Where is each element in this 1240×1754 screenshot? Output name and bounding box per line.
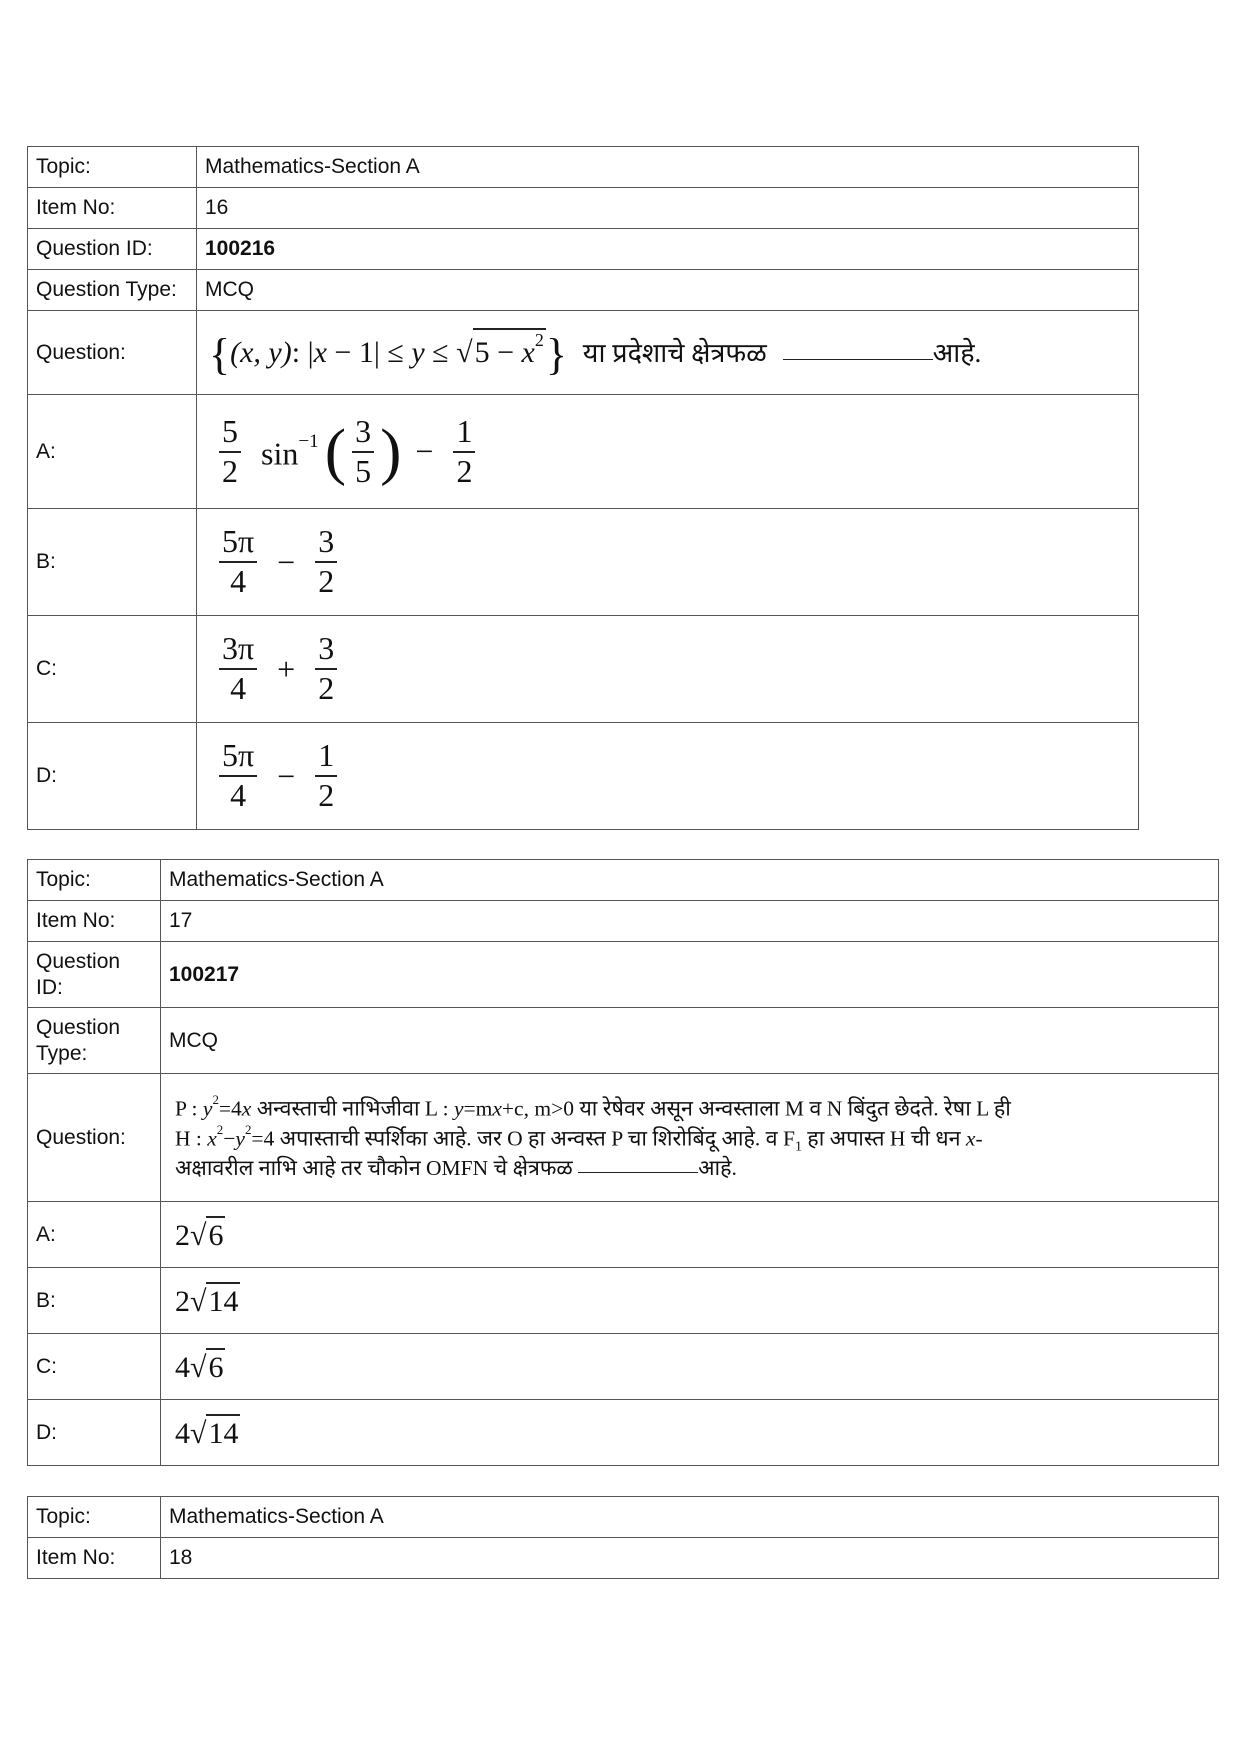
operator: + xyxy=(277,650,296,687)
frac-denominator: 2 xyxy=(318,563,335,599)
question-type-value: MCQ xyxy=(161,1008,1219,1074)
frac-denominator: 2 xyxy=(456,452,473,489)
question-label: Question: xyxy=(28,1074,161,1202)
option-c-value xyxy=(197,616,1139,723)
frac-denominator: 5 xyxy=(355,452,372,489)
function-name: $\sin^{-1}$ xyxy=(261,431,319,472)
topic-row xyxy=(28,860,1219,901)
option-b-value: 2√14 xyxy=(161,1268,1219,1334)
question-label: Question: xyxy=(28,311,197,395)
radicand: 14 xyxy=(206,1414,240,1452)
option-d-value: 4√14 xyxy=(161,1400,1219,1466)
question-row xyxy=(28,1074,1219,1202)
topic-row xyxy=(28,147,1139,188)
option-d-label: D: xyxy=(28,1400,161,1466)
item-no-value: 16 xyxy=(197,188,1139,229)
topic-row xyxy=(28,1497,1219,1538)
operator: − xyxy=(415,433,434,470)
answer-blank xyxy=(783,358,933,360)
option-b-row xyxy=(28,1268,1219,1334)
question-text xyxy=(197,311,1139,395)
exponent: −1 xyxy=(298,431,319,453)
question-id-row xyxy=(28,942,1219,1008)
topic-value: Mathematics-Section A xyxy=(161,1497,1219,1538)
question-id-label: Question ID: xyxy=(28,229,197,270)
topic-label: Topic: xyxy=(28,147,197,188)
item-no-value: 18 xyxy=(161,1538,1219,1579)
frac-numerator: 3π xyxy=(219,632,257,670)
option-c-label: C: xyxy=(28,1334,161,1400)
option-d-label: D: xyxy=(28,723,197,830)
frac-numerator: 5π xyxy=(219,525,257,563)
option-a-row xyxy=(28,1202,1219,1268)
radicand: 6 xyxy=(206,1348,225,1386)
question-type-label: Question Type: xyxy=(28,270,197,311)
item-no-label: Item No: xyxy=(28,188,197,229)
answer-blank xyxy=(578,1171,698,1173)
option-b-label: B: xyxy=(28,1268,161,1334)
frac-denominator: 2 xyxy=(222,452,238,489)
option-c-value: 4√6 xyxy=(161,1334,1219,1400)
operator: − xyxy=(277,757,296,794)
question-line-1: P : $y^2=4x$ अन्वस्ताची नाभिजीवा L : y=mx+c, m>0 या रेषेवर असून अन्वस्ताला M व N बिंदुत छेदते. रेषा L ही xyxy=(175,1093,1011,1121)
question-type-row xyxy=(28,1008,1219,1074)
item-no-label: Item No: xyxy=(28,901,161,942)
question-text xyxy=(161,1074,1219,1202)
operator: − xyxy=(277,543,296,580)
option-a-label: A: xyxy=(28,1202,161,1268)
frac-numerator: 3 xyxy=(352,415,374,453)
question-id-label: Question ID: xyxy=(28,942,161,1008)
option-d-row xyxy=(28,1400,1219,1466)
region-set-expression: {(x, y): $|x - 1| \le y \le √5 - x^2$} xyxy=(209,329,567,380)
option-c-row xyxy=(28,1334,1219,1400)
topic-value: Mathematics-Section A xyxy=(161,860,1219,901)
option-c-row xyxy=(28,616,1139,723)
item-no-row xyxy=(28,901,1219,942)
frac-denominator: 4 xyxy=(230,777,247,813)
frac-numerator: 1 xyxy=(453,415,475,453)
frac-numerator: 5π xyxy=(219,739,257,777)
question-phrase: या प्रदेशाचे क्षेत्रफळ xyxy=(582,338,767,369)
option-a-label: A: xyxy=(28,395,197,509)
question-16-table xyxy=(27,146,1139,830)
option-b-value xyxy=(197,509,1139,616)
option-a-value: $\frac{5}{2}$ $\sin^{-1}$( $\frac{3}{5}$ ) − $\frac{1}{2}$ xyxy=(197,395,1139,509)
frac-numerator: 3 xyxy=(315,525,337,563)
question-18-table xyxy=(27,1496,1219,1579)
question-type-value: MCQ xyxy=(197,270,1139,311)
option-b-row xyxy=(28,509,1139,616)
frac-denominator: 4 xyxy=(230,563,247,599)
frac-numerator: 3 xyxy=(315,632,337,670)
option-d-row xyxy=(28,723,1139,830)
question-tail: आहे. xyxy=(932,338,982,369)
option-c-label: C: xyxy=(28,616,197,723)
question-id-row xyxy=(28,229,1139,270)
question-type-label: Question Type: xyxy=(28,1008,161,1074)
item-no-label: Item No: xyxy=(28,1538,161,1579)
question-row xyxy=(28,311,1139,395)
question-type-row xyxy=(28,270,1139,311)
option-a-row xyxy=(28,395,1139,509)
question-id-value: 100217 xyxy=(169,962,240,986)
topic-label: Topic: xyxy=(28,1497,161,1538)
frac-numerator: 5 xyxy=(219,415,241,453)
option-d-value xyxy=(197,723,1139,830)
topic-label: Topic: xyxy=(28,860,161,901)
radicand: 6 xyxy=(206,1216,225,1254)
option-b-label: B: xyxy=(28,509,197,616)
item-no-row xyxy=(28,188,1139,229)
question-line-2: H : $x^2-y^2=4$ अपास्ताची स्पर्शिका आहे. जर O हा अन्वस्त P चा शिरोबिंदू आहे. व $F_1$ हा अपास्त H ची धन x- xyxy=(175,1122,983,1155)
item-no-value: 17 xyxy=(161,901,1219,942)
question-17-table xyxy=(27,859,1219,1466)
item-no-row xyxy=(28,1538,1219,1579)
radicand: 14 xyxy=(206,1282,240,1320)
frac-denominator: 2 xyxy=(318,670,335,706)
frac-numerator: 1 xyxy=(315,739,337,777)
question-id-value: 100216 xyxy=(205,237,276,261)
topic-value: Mathematics-Section A xyxy=(197,147,1139,188)
frac-denominator: 4 xyxy=(230,670,247,706)
frac-denominator: 2 xyxy=(318,777,335,813)
question-line-3: अक्षावरील नाभि आहे तर चौकोन OMFN चे क्षेत्रफळ आहे. xyxy=(175,1155,737,1180)
option-a-value: 2√6 xyxy=(161,1202,1219,1268)
